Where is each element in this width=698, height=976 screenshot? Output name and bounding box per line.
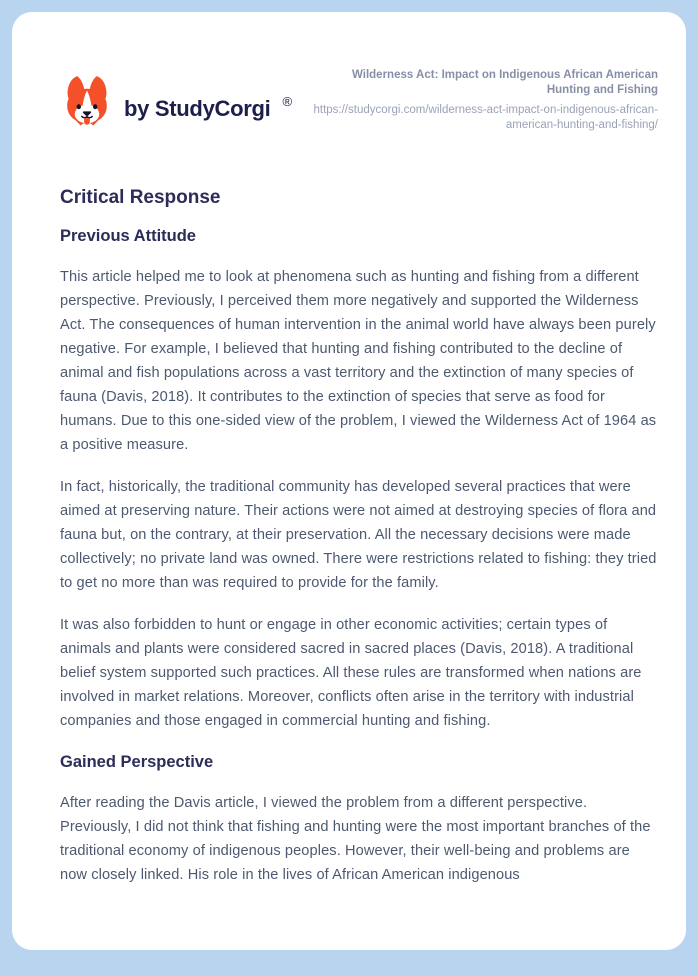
brand-name: by StudyCorgi [124,95,271,121]
paragraph: After reading the Davis article, I viewed the problem from a different perspective. Previously, I did not think that fishing and hunting were the most important branches of the traditional economy of indigenous peoples. However, their well-being and problems are now closely linked. His role in the lives of African American indigenous [60,795,651,883]
page-title: Critical Response [60,187,221,208]
paragraph: It was also forbidden to hunt or engage in other economic activities; certain types of animals and plants were considered sacred in sacred places (Davis, 2018). A traditional belief system supported such practices. All these rules are transformed when nations are involved in market relations. Moreover, conflicts often arise in the territory with industrial companies and those engaged in commercial hunting and fishing. [60,617,642,729]
corgi-icon [60,74,114,128]
document-url-link[interactable]: https://studycorgi.com/wilderness-act-impact-on-indigenous-african-american-hunting-and-fishing/ [313,104,658,131]
paragraph: This article helped me to look at phenomena such as hunting and fishing from a different perspective. Previously, I perceived them more negatively and supported the Wilderness Act. The consequences of human intervention in the animal world have always been purely negative. For example, I believed that hunting and fishing contributed to the decline of animal and fish populations across a vast territory and the extinction of many species of fauna (Davis, 2018). It contributes to the extinction of species that serve as food for humans. Due to this one-sided view of the problem, I viewed the Wilderness Act of 1964 as a positive measure. [60,269,657,453]
section-heading-gained-perspective: Gained Perspective [60,753,214,771]
article-body [60,185,658,887]
section-heading-previous-attitude: Previous Attitude [60,227,196,245]
document-card [12,12,686,950]
paragraph: In fact, historically, the traditional community has developed several practices that were aimed at preserving nature. Their actions were not aimed at destroying species of flora and fauna but, on the contrary, at their preservation. All the necessary decisions were made collectively; no private land was owned. There were restrictions related to fishing: they tried to get no more than was required to provide for the family. [60,479,657,591]
document-meta [310,68,658,133]
document-header [60,68,658,133]
registered-trademark: ® [282,93,293,109]
document-title: Wilderness Act: Impact on Indigenous African American Hunting and Fishing [352,69,658,96]
studycorgi-brand[interactable] [60,74,292,128]
